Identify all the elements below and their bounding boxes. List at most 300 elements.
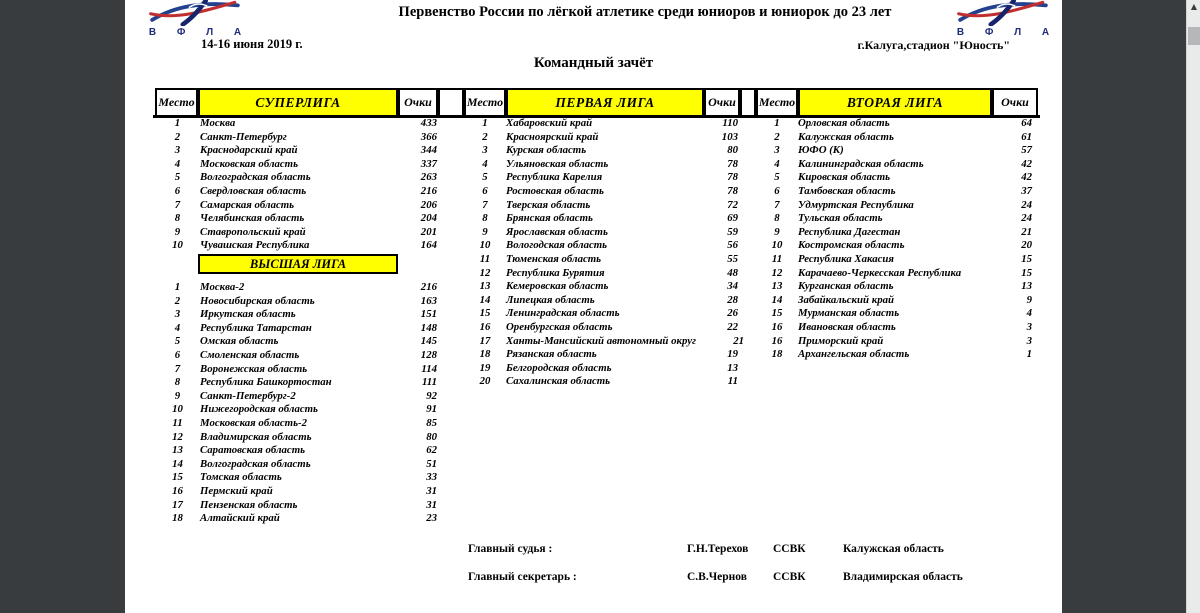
points-cell: 164 xyxy=(420,239,437,252)
team-cell: Липецкая область xyxy=(506,293,595,306)
team-row xyxy=(155,281,437,295)
points-cell: 3 xyxy=(1026,320,1032,333)
points-cell: 3 xyxy=(1026,334,1032,347)
team-row xyxy=(155,471,437,485)
team-cell: Курская область xyxy=(506,144,587,157)
place-cell: 6 xyxy=(482,184,488,197)
team-row xyxy=(464,239,738,253)
place-cell: 13 xyxy=(771,280,783,293)
vertical-scrollbar[interactable] xyxy=(1186,0,1200,613)
team-row xyxy=(155,431,437,445)
place-cell: 14 xyxy=(771,293,783,306)
team-row xyxy=(155,295,437,309)
points-cell: 13 xyxy=(727,361,738,374)
team-row xyxy=(155,239,437,253)
points-cell: 31 xyxy=(426,498,437,511)
team-cell: Владимирская область xyxy=(200,430,312,443)
team-cell: Мурманская область xyxy=(798,307,900,320)
points-cell: 78 xyxy=(727,157,738,170)
place-cell: 12 xyxy=(771,266,783,279)
points-cell: 163 xyxy=(420,294,437,307)
team-row xyxy=(464,226,738,240)
place-cell: 8 xyxy=(482,212,488,225)
points-cell: 62 xyxy=(426,444,437,457)
place-cell: 3 xyxy=(174,308,181,321)
points-cell: 78 xyxy=(727,171,738,184)
place-cell: 19 xyxy=(479,361,491,374)
place-cell: 11 xyxy=(172,416,183,429)
team-row xyxy=(155,499,437,513)
team-cell: Московская область-2 xyxy=(200,416,308,429)
vfla-logo-letters: В Ф Л А xyxy=(956,27,1059,38)
points-cell: 26 xyxy=(727,307,738,320)
header-spacer xyxy=(438,88,464,117)
team-row xyxy=(756,117,1032,131)
points-cell: 201 xyxy=(420,225,437,238)
team-cell: Забайкальский край xyxy=(798,293,895,306)
team-row xyxy=(464,307,738,321)
league-header-band xyxy=(155,88,1038,117)
team-row xyxy=(756,185,1032,199)
official-region: Владимирская область xyxy=(843,571,963,583)
team-cell: Оренбургская область xyxy=(506,320,613,333)
official-role-label: Главный секретарь : xyxy=(468,571,577,583)
team-row xyxy=(464,348,738,362)
points-cell: 72 xyxy=(727,198,738,211)
team-cell: Костромская область xyxy=(798,239,905,252)
team-row xyxy=(464,334,745,349)
official-name: Г.Н.Терехов xyxy=(687,543,749,555)
col-header-place: Место xyxy=(464,88,506,117)
team-row xyxy=(155,390,437,404)
place-cell: 14 xyxy=(172,457,183,470)
team-cell: Воронежская область xyxy=(200,362,308,375)
points-cell: 344 xyxy=(420,144,437,157)
team-cell: Санкт-Петербург-2 xyxy=(200,389,296,402)
points-cell: 15 xyxy=(1021,266,1032,279)
team-cell: Тамбовская область xyxy=(798,184,896,197)
team-cell: Калининградская область xyxy=(798,157,924,170)
place-cell: 18 xyxy=(172,512,183,525)
team-row xyxy=(756,212,1032,226)
team-cell: Иркутская область xyxy=(200,308,296,321)
points-cell: 216 xyxy=(420,184,437,197)
place-cell: 9 xyxy=(482,225,488,238)
team-cell: Саратовская область xyxy=(200,444,306,457)
team-cell: Вологодская область xyxy=(506,239,608,252)
team-cell: Ульяновская область xyxy=(506,157,609,170)
points-cell: 20 xyxy=(1021,239,1032,252)
place-cell: 8 xyxy=(774,212,780,225)
points-cell: 80 xyxy=(727,144,738,157)
team-cell: Карачаево-Черкесская Республика xyxy=(798,266,962,279)
team-cell: Курганская область xyxy=(798,280,894,293)
place-cell: 17 xyxy=(479,334,491,347)
page xyxy=(125,0,1062,613)
points-cell: 57 xyxy=(1021,144,1032,157)
team-cell: Ярославская область xyxy=(506,225,608,238)
pervaya-table xyxy=(464,117,745,389)
points-cell: 31 xyxy=(426,484,437,497)
points-cell: 59 xyxy=(727,225,738,238)
place-cell: 4 xyxy=(174,157,181,170)
scrollbar-thumb[interactable] xyxy=(1188,27,1200,45)
team-row xyxy=(464,253,738,267)
place-cell: 13 xyxy=(172,444,183,457)
points-cell: 42 xyxy=(1021,171,1032,184)
team-row xyxy=(155,349,437,363)
place-cell: 4 xyxy=(174,321,181,334)
team-row xyxy=(155,144,437,158)
team-cell: ЮФО (К) xyxy=(798,144,844,157)
place-cell: 6 xyxy=(174,348,181,361)
vysshaya-table xyxy=(155,281,437,526)
place-cell: 7 xyxy=(482,198,488,211)
event-date: 14-16 июня 2019 г. xyxy=(201,37,303,51)
team-row xyxy=(155,444,437,458)
place-cell: 1 xyxy=(482,117,488,129)
points-cell: 1 xyxy=(1026,348,1032,361)
official-category: ССВК xyxy=(773,543,806,555)
team-cell: Архангельская область xyxy=(798,348,910,361)
col-header-points: Очки xyxy=(992,88,1038,117)
team-row xyxy=(464,131,738,145)
place-cell: 6 xyxy=(774,184,780,197)
official-region: Калужская область xyxy=(843,543,944,555)
team-row xyxy=(756,171,1032,185)
place-cell: 4 xyxy=(774,157,780,170)
points-cell: 15 xyxy=(1021,252,1032,265)
team-cell: Республика Хакасия xyxy=(798,252,894,265)
team-cell: Сахалинская область xyxy=(506,375,611,388)
team-cell: Республика Карелия xyxy=(506,171,603,184)
points-cell: 28 xyxy=(727,293,738,306)
team-row xyxy=(756,348,1032,362)
team-row xyxy=(155,171,437,185)
team-cell: Приморский край xyxy=(798,334,884,347)
place-cell: 2 xyxy=(174,294,181,307)
team-row xyxy=(155,212,437,226)
team-cell: Челябинская область xyxy=(200,212,305,225)
place-cell: 9 xyxy=(174,389,181,402)
points-cell: 148 xyxy=(420,321,437,334)
header-spacer xyxy=(740,88,756,117)
team-row xyxy=(464,171,738,185)
team-row xyxy=(155,199,437,213)
place-cell: 1 xyxy=(174,281,181,293)
place-cell: 9 xyxy=(774,225,780,238)
league-header-vysshaya: ВЫСШАЯ ЛИГА xyxy=(198,254,398,274)
place-cell: 16 xyxy=(172,484,183,497)
place-cell: 5 xyxy=(482,171,488,184)
place-cell: 16 xyxy=(771,320,783,333)
team-row xyxy=(155,376,437,390)
points-cell: 13 xyxy=(1021,280,1032,293)
team-cell: Томская область xyxy=(200,471,282,484)
league-header-pervaya: ПЕРВАЯ ЛИГА xyxy=(506,88,704,117)
col-header-points: Очки xyxy=(398,88,438,117)
team-row xyxy=(155,131,437,145)
team-cell: Чувашская Республика xyxy=(200,239,310,252)
team-cell: Самарская область xyxy=(200,198,295,211)
points-cell: 366 xyxy=(420,130,437,143)
team-row xyxy=(464,117,738,131)
points-cell: 111 xyxy=(421,376,437,389)
team-cell: Тверская область xyxy=(506,198,591,211)
place-cell: 15 xyxy=(479,307,491,320)
points-cell: 34 xyxy=(727,280,738,293)
points-cell: 69 xyxy=(727,212,738,225)
place-cell: 20 xyxy=(479,375,491,388)
col-header-place: Место xyxy=(756,88,798,117)
team-row xyxy=(464,375,738,389)
place-cell: 1 xyxy=(774,117,780,129)
team-cell: Омская область xyxy=(200,335,279,348)
team-row xyxy=(155,117,437,131)
place-cell: 7 xyxy=(774,198,780,211)
official-row xyxy=(468,571,1062,599)
team-cell: Смоленская область xyxy=(200,348,300,361)
team-cell: Ханты-Мансийский автономный округ xyxy=(506,334,697,347)
team-row xyxy=(155,185,437,199)
team-cell: Кемеровская область xyxy=(506,280,609,293)
place-cell: 16 xyxy=(479,320,491,333)
team-cell: Краснодарский край xyxy=(200,144,298,157)
team-cell: Орловская область xyxy=(798,117,890,129)
team-cell: Нижегородская область xyxy=(200,403,318,416)
place-cell: 3 xyxy=(174,144,181,157)
scroll-up-arrow-icon[interactable]: ▲ xyxy=(1190,2,1198,11)
points-cell: 85 xyxy=(426,416,437,429)
team-row xyxy=(155,363,437,377)
points-cell: 151 xyxy=(420,308,437,321)
points-cell: 145 xyxy=(420,335,437,348)
place-cell: 18 xyxy=(771,348,783,361)
vfla-logo-icon xyxy=(145,0,245,26)
place-cell: 9 xyxy=(174,225,181,238)
place-cell: 15 xyxy=(172,471,183,484)
vfla-logo-letters: В Ф Л А xyxy=(148,27,251,38)
team-cell: Ставропольский край xyxy=(200,225,306,238)
points-cell: 48 xyxy=(727,266,738,279)
team-cell: Тульская область xyxy=(798,212,883,225)
place-cell: 11 xyxy=(771,252,783,265)
points-cell: 22 xyxy=(727,320,738,333)
team-row xyxy=(155,226,437,240)
team-row xyxy=(756,307,1032,321)
place-cell: 14 xyxy=(479,293,491,306)
place-cell: 7 xyxy=(174,198,181,211)
place-cell: 8 xyxy=(174,376,181,389)
team-cell: Красноярский край xyxy=(506,130,599,143)
points-cell: 51 xyxy=(426,457,437,470)
points-cell: 24 xyxy=(1021,198,1032,211)
points-cell: 114 xyxy=(421,362,437,375)
place-cell: 12 xyxy=(479,266,491,279)
official-role-label: Главный судья : xyxy=(468,543,553,555)
team-row xyxy=(155,458,437,472)
points-cell: 42 xyxy=(1021,157,1032,170)
place-cell: 12 xyxy=(172,430,183,443)
place-cell: 10 xyxy=(479,239,491,252)
vfla-logo-right xyxy=(943,0,1063,38)
points-cell: 78 xyxy=(727,184,738,197)
points-cell: 21 xyxy=(1021,225,1032,238)
place-cell: 17 xyxy=(172,498,183,511)
team-row xyxy=(464,144,738,158)
event-venue: г.Калуга,стадион "Юность" xyxy=(857,38,1010,52)
points-cell: 56 xyxy=(727,239,738,252)
team-cell: Алтайский край xyxy=(200,512,280,525)
team-cell: Волгоградская область xyxy=(200,457,311,470)
team-row xyxy=(464,158,738,172)
team-row xyxy=(756,239,1032,253)
officials-block xyxy=(468,543,1062,599)
points-cell: 33 xyxy=(426,471,437,484)
team-row xyxy=(464,185,738,199)
team-row xyxy=(155,308,437,322)
place-cell: 2 xyxy=(174,130,181,143)
place-cell: 1 xyxy=(174,117,181,129)
points-cell: 337 xyxy=(420,157,437,170)
team-row xyxy=(756,280,1032,294)
team-row xyxy=(464,280,738,294)
league-header-superliga: СУПЕРЛИГА xyxy=(198,88,398,117)
section-title: Командный зачёт xyxy=(533,55,654,71)
place-cell: 10 xyxy=(172,239,183,252)
team-row xyxy=(756,267,1032,281)
team-row xyxy=(155,403,437,417)
vfla-logo-icon xyxy=(953,0,1053,26)
points-cell: 4 xyxy=(1026,307,1032,320)
points-cell: 92 xyxy=(426,389,437,402)
team-cell: Хабаровский край xyxy=(506,117,593,129)
team-row xyxy=(155,158,437,172)
team-cell: Новосибирская область xyxy=(200,294,315,307)
points-cell: 204 xyxy=(420,212,437,225)
team-cell: Пермский край xyxy=(200,484,273,497)
superliga-table xyxy=(155,117,437,253)
points-cell: 11 xyxy=(727,375,738,388)
team-row xyxy=(155,322,437,336)
official-row xyxy=(468,543,1062,571)
team-cell: Волгоградская область xyxy=(200,171,311,184)
official-name: С.В.Чернов xyxy=(687,571,747,583)
team-row xyxy=(756,253,1032,267)
team-row xyxy=(155,485,437,499)
team-cell: Ивановская область xyxy=(798,320,896,333)
place-cell: 18 xyxy=(479,348,491,361)
team-row xyxy=(464,199,738,213)
points-cell: 91 xyxy=(426,403,437,416)
team-cell: Московская область xyxy=(200,157,299,170)
team-cell: Ростовская область xyxy=(506,184,604,197)
points-cell: 19 xyxy=(727,348,738,361)
place-cell: 2 xyxy=(482,130,488,143)
team-cell: Свердловская область xyxy=(200,184,307,197)
points-cell: 9 xyxy=(1026,293,1032,306)
place-cell: 8 xyxy=(174,212,181,225)
points-cell: 61 xyxy=(1021,130,1032,143)
place-cell: 7 xyxy=(174,362,181,375)
team-cell: Республика Дагестан xyxy=(798,225,901,238)
points-cell: 64 xyxy=(1021,117,1032,129)
team-cell: Санкт-Петербург xyxy=(200,130,287,143)
points-cell: 206 xyxy=(420,198,437,211)
team-row xyxy=(756,131,1032,145)
place-cell: 11 xyxy=(479,252,491,265)
place-cell: 10 xyxy=(172,403,183,416)
team-cell: Калужская область xyxy=(798,130,894,143)
team-row xyxy=(756,294,1032,308)
team-row xyxy=(464,212,738,226)
points-cell: 128 xyxy=(420,348,437,361)
team-row xyxy=(464,362,738,376)
team-row xyxy=(464,267,738,281)
team-cell: Белгородская область xyxy=(506,361,612,374)
points-cell: 55 xyxy=(727,252,738,265)
place-cell: 6 xyxy=(174,184,181,197)
place-cell: 10 xyxy=(771,239,783,252)
points-cell: 24 xyxy=(1021,212,1032,225)
points-cell: 216 xyxy=(420,281,437,293)
col-header-place: Место xyxy=(155,88,198,117)
place-cell: 3 xyxy=(774,144,780,157)
team-cell: Рязанская область xyxy=(506,348,597,361)
place-cell: 5 xyxy=(174,171,181,184)
points-cell: 110 xyxy=(722,117,738,129)
document-title: Первенство России по лёгкой атлетике среди юниоров и юниорок до 23 лет xyxy=(398,4,892,20)
points-cell: 21 xyxy=(733,334,745,347)
team-row xyxy=(756,158,1032,172)
team-cell: Москва xyxy=(200,117,236,129)
official-category: ССВК xyxy=(773,571,806,583)
place-cell: 2 xyxy=(774,130,780,143)
points-cell: 263 xyxy=(420,171,437,184)
points-cell: 23 xyxy=(426,512,437,525)
team-row xyxy=(756,321,1032,335)
place-cell: 4 xyxy=(482,157,488,170)
points-cell: 433 xyxy=(420,117,437,129)
team-cell: Тюменская область xyxy=(506,252,602,265)
team-row xyxy=(464,294,738,308)
points-cell: 80 xyxy=(426,430,437,443)
team-cell: Москва-2 xyxy=(200,281,245,293)
place-cell: 5 xyxy=(174,335,181,348)
team-row xyxy=(756,199,1032,213)
points-cell: 103 xyxy=(721,130,738,143)
place-cell: 5 xyxy=(774,171,780,184)
team-cell: Брянская область xyxy=(506,212,593,225)
team-row xyxy=(155,417,437,431)
team-cell: Республика Татарстан xyxy=(200,321,312,334)
team-cell: Ленинградская область xyxy=(506,307,620,320)
team-cell: Кировская область xyxy=(798,171,891,184)
vtoraya-table xyxy=(756,117,1032,362)
team-row xyxy=(155,335,437,349)
team-row xyxy=(756,226,1032,240)
points-cell: 37 xyxy=(1021,184,1032,197)
col-header-points: Очки xyxy=(704,88,740,117)
team-cell: Республика Бурятия xyxy=(506,266,605,279)
vfla-logo-left xyxy=(135,0,255,38)
team-row xyxy=(155,512,437,526)
team-cell: Республика Башкортостан xyxy=(200,376,332,389)
place-cell: 3 xyxy=(482,144,488,157)
team-cell: Удмуртская Республика xyxy=(798,198,914,211)
team-cell: Пензенская область xyxy=(200,498,298,511)
place-cell: 13 xyxy=(479,280,491,293)
